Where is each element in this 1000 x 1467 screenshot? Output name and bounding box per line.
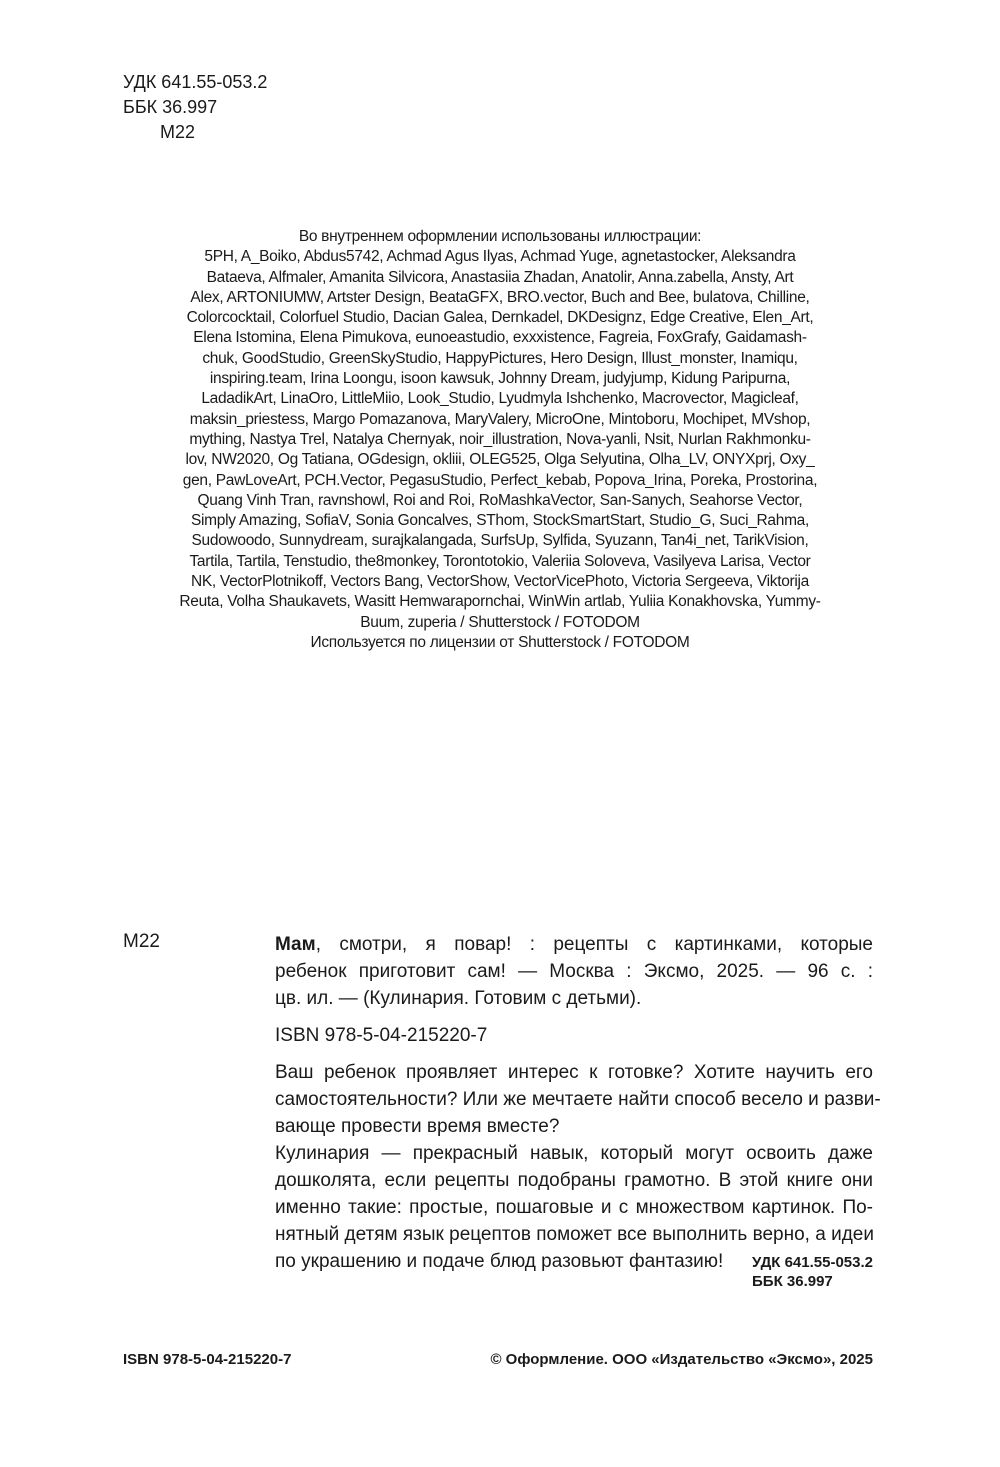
bbk-code-bottom: ББК 36.997 xyxy=(752,1273,833,1290)
udk-code-bottom: УДК 641.55-053.2 xyxy=(752,1254,873,1271)
description-line: именно такие: простые, пошаговые и с множеством картинок. По- xyxy=(275,1197,873,1218)
udk-bbk-bottom xyxy=(752,1253,873,1291)
credits-line: chuk, GoodStudio, GreenSkyStudio, HappyPictures, Hero Design, Illust_monster, Inamiqu, xyxy=(202,349,798,367)
udk-code: УДК 641.55-053.2 xyxy=(123,72,268,92)
isbn: ISBN 978-5-04-215220-7 xyxy=(275,1025,488,1046)
classification-codes xyxy=(123,70,267,145)
description-line: дошколята, если рецепты подобраны грамотно. В этой книге они xyxy=(275,1170,873,1191)
credits-line: Reuta, Volha Shaukavets, Wasitt Hemwarapornchai, WinWin artlab, Yuliia Konakhovska, Yummy- xyxy=(179,593,821,611)
footer-copyright: © Оформление. ООО «Издательство «Эксмо», 2025 xyxy=(490,1351,873,1368)
biblio-line: ребенок приготовит сам! — Москва : Эксмо, 2025. — 96 с. : xyxy=(275,961,873,982)
description-line: самостоятельности? Или же мечтаете найти способ весело и разви- xyxy=(275,1089,881,1110)
description-line: вающе провести время вместе? xyxy=(275,1116,560,1137)
credits-line: NK, VectorPlotnikoff, Vectors Bang, VectorShow, VectorVicePhoto, Victoria Sergeeva, Viktorija xyxy=(190,573,809,591)
description xyxy=(275,1059,881,1275)
biblio-line: цв. ил. — (Кулинария. Готовим с детьми). xyxy=(275,988,642,1009)
license-note: Используется по лицензии от Shutterstock / FOTODOM xyxy=(310,633,690,651)
credits-line: LadadikArt, LinaOro, LittleMiio, Look_Studio, Lyudmyla Ishchenko, Macrovector, Magicleaf, xyxy=(201,390,799,408)
credits-line: Elena Istomina, Elena Pimukova, eunoeastudio, exxxistence, Fagreia, FoxGrafy, Gaidamash- xyxy=(193,329,807,347)
credits-line: mything, Nastya Trel, Natalya Chernyak, noir_illustration, Nova-yanli, Nsit, Nurlan Rakhmonku- xyxy=(189,430,811,448)
credits-line: maksin_priestess, Margo Pomazanova, MaryValery, MicroOne, Mintoboru, Mochipet, MVshop, xyxy=(189,410,811,428)
credits-line: 5PH, A_Boiko, Abdus5742, Achmad Agus Ilyas, Achmad Yuge, agnetastocker, Aleksandra xyxy=(204,248,796,266)
credits-line: Colorcocktail, Colorfuel Studio, Dacian Galea, Dernkadel, DKDesignz, Edge Creative, Elen_Art, xyxy=(186,309,814,327)
illustration-credits xyxy=(120,227,880,653)
biblio-line xyxy=(275,931,873,958)
credits-line: Bataeva, Alfmaler, Amanita Silvicora, Anastasiia Zhadan, Anatolir, Anna.zabella, Ansty, Art xyxy=(206,268,794,286)
description-line: по украшению и подаче блюд разовьют фантазию! xyxy=(275,1251,724,1272)
credits-line: Tartila, Tartila, Tenstudio, the8monkey, Torontotokio, Valeriia Soloveva, Vasilyeva Larisa, Vector xyxy=(189,552,811,570)
bbk-code: ББК 36.997 xyxy=(123,97,218,117)
credits-line: inspiring.team, Irina Loongu, isoon kawsuk, Johnny Dream, judyjump, Kidung Paripurna, xyxy=(209,370,791,388)
book-title-bold: Мам xyxy=(275,934,316,955)
description-line: нятный детям язык рецептов поможет все выполнить верно, а идеи xyxy=(275,1224,874,1245)
biblio-text: , смотри, я повар! : рецепты с картинками, которые xyxy=(315,934,873,955)
credits-line: Alex, ARTONIUMW, Artster Design, BeataGFX, BRO.vector, Buch and Bee, bulatova, Chilline, xyxy=(190,288,810,306)
credits-line: Quang Vinh Tran, ravnshowl, Roi and Roi, RoMashkaVector, San-Sanych, Seahorse Vector, xyxy=(197,491,803,509)
credits-line: Simply Amazing, SofiaV, Sonia Goncalves, SThom, StockSmartStart, Studio_G, Suci_Rahma, xyxy=(190,512,810,530)
biblio-author-mark: М22 xyxy=(123,931,160,952)
credits-line: Sudowoodo, Sunnydream, surajkalangada, SurfsUp, Sylfida, Syuzann, Tan4i_net, TarikVision, xyxy=(191,532,809,550)
footer-isbn: ISBN 978-5-04-215220-7 xyxy=(123,1351,292,1368)
description-line: Ваш ребенок проявляет интерес к готовке? Хотите научить его xyxy=(275,1062,873,1083)
bibliographic-record xyxy=(275,931,881,1275)
author-mark: М22 xyxy=(160,122,196,142)
credits-line: Buum, zuperia / Shutterstock / FOTODOM xyxy=(360,613,640,631)
credits-heading: Во внутреннем оформлении использованы иллюстрации: xyxy=(298,228,702,245)
description-line: Кулинария — прекрасный навык, который могут освоить даже xyxy=(275,1143,873,1164)
credits-line: lov, NW2020, Og Tatiana, OGdesign, okliii, OLEG525, Olga Selyutina, Olha_LV, ONYXprj, Oxy_ xyxy=(185,451,815,469)
credits-line: gen, PawLoveArt, PCH.Vector, PegasuStudio, Perfect_kebab, Popova_Irina, Poreka, Prostorina, xyxy=(182,471,818,489)
